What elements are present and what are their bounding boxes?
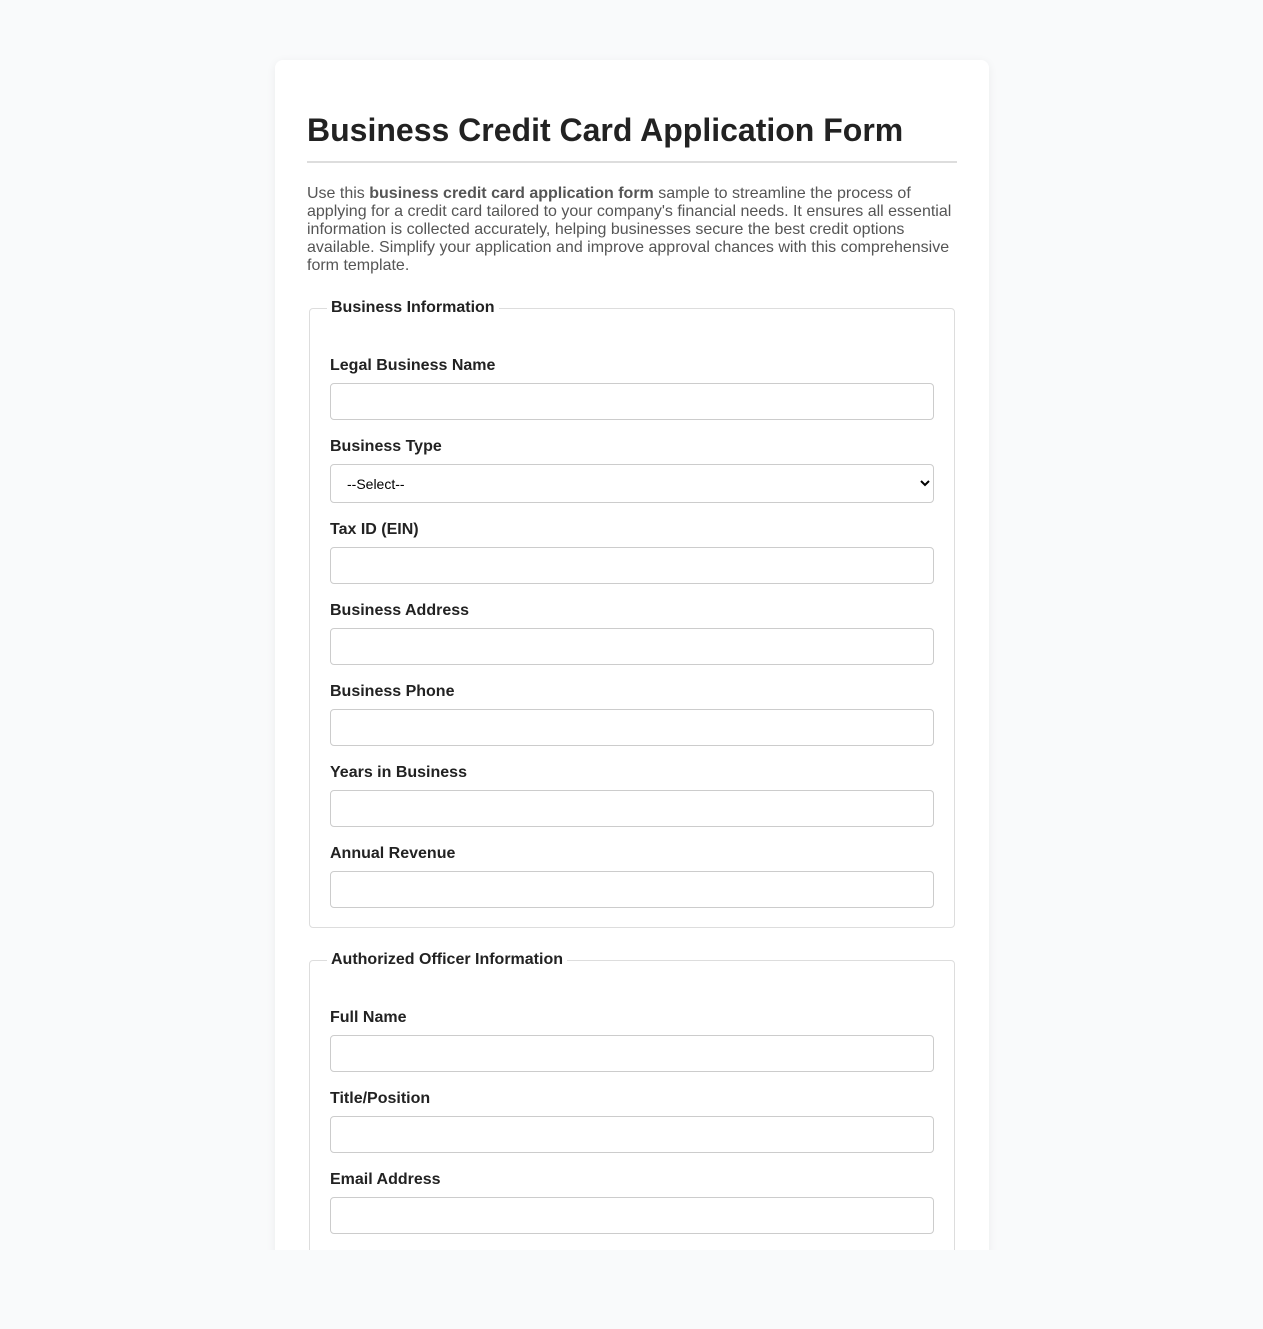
business-address-label: Business Address xyxy=(330,602,470,619)
intro-text-start: Use this xyxy=(307,185,370,202)
years-in-business-input[interactable] xyxy=(330,790,934,827)
business-type-select[interactable] xyxy=(330,464,934,503)
email-address-group xyxy=(330,1171,934,1234)
business-address-input[interactable] xyxy=(330,628,934,665)
intro-text-end: sample to streamline the process of applying for a credit card tailored to your company's financial needs. It ensures all essential information is collected accurately, helping businesses secure the best credit options available. Simplify your application and improve approval chances with this comprehensive form template. xyxy=(307,185,952,274)
full-name-label: Full Name xyxy=(330,1009,407,1026)
business-type-label: Business Type xyxy=(330,438,442,455)
title-position-group xyxy=(330,1090,934,1153)
full-name-group xyxy=(330,1009,934,1072)
business-type-group xyxy=(330,438,934,503)
officer-information-section xyxy=(309,951,955,1250)
business-phone-group xyxy=(330,683,934,746)
business-information-legend: Business Information xyxy=(331,299,495,316)
title-position-label: Title/Position xyxy=(330,1090,431,1107)
form-card xyxy=(275,60,989,1250)
business-phone-input[interactable] xyxy=(330,709,934,746)
annual-revenue-input[interactable] xyxy=(330,871,934,908)
legal-business-name-label: Legal Business Name xyxy=(330,357,496,374)
tax-id-group xyxy=(330,521,934,584)
email-address-input[interactable] xyxy=(330,1197,934,1234)
full-name-input[interactable] xyxy=(330,1035,934,1072)
years-in-business-label: Years in Business xyxy=(330,764,467,781)
annual-revenue-label: Annual Revenue xyxy=(330,845,456,862)
intro-text-bold: business credit card application form xyxy=(369,185,654,202)
page-title: Business Credit Card Application Form xyxy=(307,112,904,148)
tax-id-input[interactable] xyxy=(330,547,934,584)
years-in-business-group xyxy=(330,764,934,827)
title-divider xyxy=(307,161,957,163)
legal-business-name-group xyxy=(330,357,934,420)
annual-revenue-group xyxy=(330,845,934,908)
business-phone-label: Business Phone xyxy=(330,683,455,700)
title-position-input[interactable] xyxy=(330,1116,934,1153)
business-information-section xyxy=(309,299,955,928)
legal-business-name-input[interactable] xyxy=(330,383,934,420)
intro-text xyxy=(307,185,959,275)
tax-id-label: Tax ID (EIN) xyxy=(330,521,419,538)
email-address-label: Email Address xyxy=(330,1171,441,1188)
officer-information-legend: Authorized Officer Information xyxy=(331,951,563,968)
business-address-group xyxy=(330,602,934,665)
